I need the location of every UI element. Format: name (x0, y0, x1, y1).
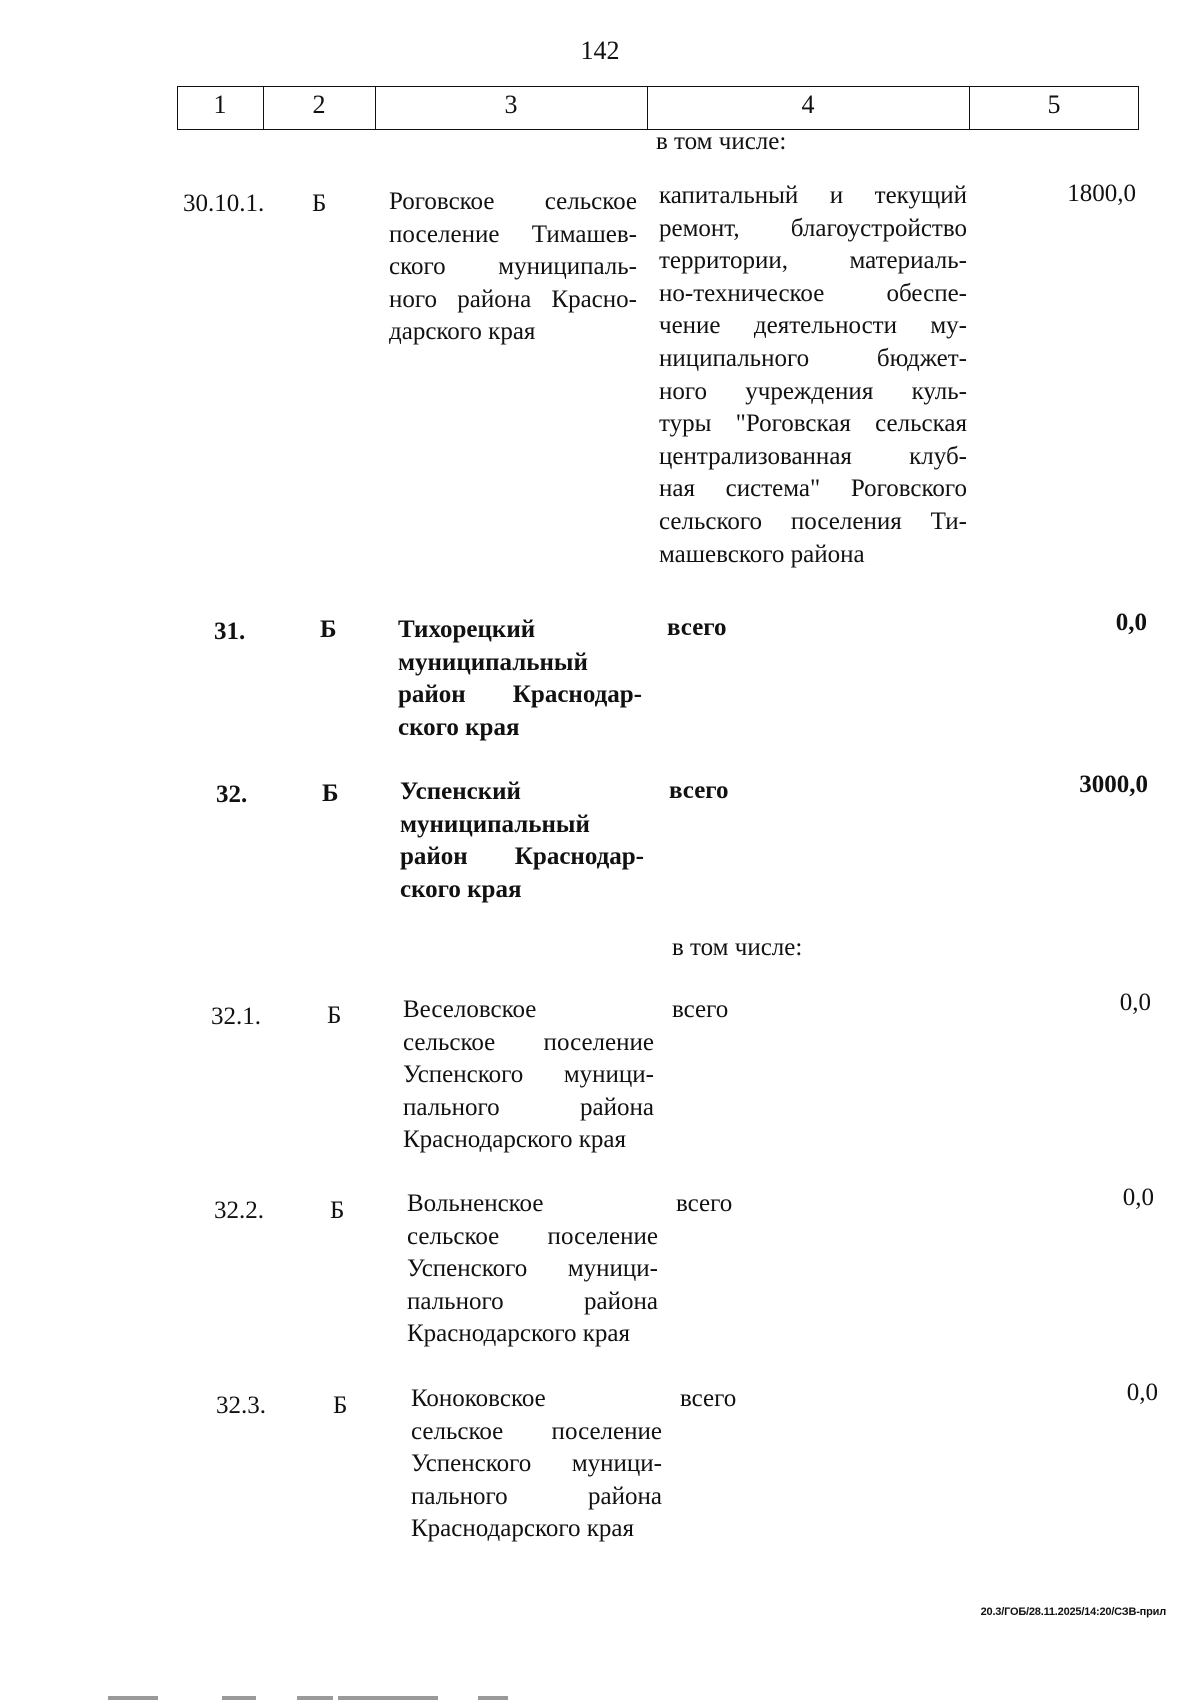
purpose-line: но-техническое обеспе- (659, 279, 967, 307)
header-col-5: 5 (1047, 90, 1061, 119)
header-col-3: 3 (504, 90, 518, 119)
name-line: сельское поселение (403, 1028, 654, 1056)
purpose-line: капитальный и текущий (659, 182, 967, 209)
name-line: Успенского муници- (407, 1255, 658, 1283)
row-category: Б (312, 190, 327, 217)
name-line: ского муниципаль- (389, 253, 637, 281)
including-label: в том числе: (672, 934, 803, 961)
purpose-line: ного учреждения куль- (659, 377, 967, 405)
row-number: 32.2. (214, 1197, 264, 1224)
purpose-line: ремонт, благоустройство (659, 214, 967, 242)
purpose-line: сельского поселения Ти- (659, 507, 967, 535)
name-line: пального района (411, 1482, 662, 1510)
purpose-line: ниципального бюджет- (659, 344, 967, 372)
name-line: Коноковское (411, 1385, 546, 1412)
header-col-2: 2 (312, 90, 326, 119)
row-amount: 3000,0 (1079, 771, 1148, 798)
purpose-line: централизованная клуб- (659, 442, 967, 470)
name-line: Роговское сельское (389, 188, 637, 215)
purpose-line: чение деятельности му- (659, 312, 967, 340)
including-label: в том числе: (656, 128, 787, 155)
scan-artifact (108, 1696, 158, 1700)
row-amount: 1800,0 (1067, 180, 1136, 207)
row-category: Б (320, 616, 337, 643)
scan-artifact (297, 1696, 333, 1700)
row-number: 31. (214, 618, 246, 645)
row-purpose: всего (667, 614, 727, 641)
header-col-4: 4 (801, 90, 815, 119)
name-line: Краснодарского края (403, 1126, 626, 1154)
row-number: 32. (216, 781, 248, 808)
name-line: Успенского муници- (411, 1450, 662, 1478)
name-line: Веселовское (403, 996, 537, 1023)
row-amount: 0,0 (1122, 1184, 1154, 1211)
row-name (400, 776, 644, 906)
row-purpose: всего (669, 777, 729, 804)
row-amount: 0,0 (1115, 609, 1147, 636)
row-amount: 0,0 (1126, 1379, 1158, 1406)
row-purpose: всего (672, 996, 729, 1023)
name-line: пального района (407, 1287, 658, 1315)
row-purpose: всего (680, 1385, 737, 1412)
name-line: ского края (398, 713, 520, 741)
purpose-line: ная система" Роговского (659, 475, 967, 503)
name-line: муниципальный (400, 810, 590, 838)
name-line: сельское поселение (411, 1417, 662, 1445)
row-purpose (659, 180, 967, 571)
name-line: поселение Тимашев- (389, 220, 637, 248)
name-line: Вольненское (407, 1190, 544, 1217)
name-line: пального района (403, 1093, 654, 1121)
name-line: муниципальный (398, 648, 588, 676)
page-number: 142 (580, 36, 620, 65)
scan-artifact (338, 1696, 438, 1700)
name-line: сельское поселение (407, 1222, 658, 1250)
name-line: Краснодарского края (411, 1515, 634, 1543)
row-name (389, 186, 637, 349)
row-name (407, 1188, 658, 1351)
name-line: ского края (400, 875, 522, 903)
scan-artifact (478, 1696, 508, 1700)
row-number: 32.1. (211, 1003, 261, 1030)
row-category: Б (333, 1392, 348, 1419)
name-line: Краснодарского края (407, 1320, 630, 1348)
purpose-line: машевского района (659, 540, 865, 568)
row-amount: 0,0 (1119, 989, 1151, 1016)
name-line: Успенского муници- (403, 1061, 654, 1089)
row-name (411, 1383, 662, 1546)
row-number: 30.10.1. (183, 190, 265, 217)
purpose-line: территории, материаль- (659, 247, 967, 275)
scan-artifact (222, 1696, 256, 1700)
header-col-1: 1 (213, 90, 227, 119)
row-number: 32.3. (216, 1392, 266, 1419)
name-line: дарского края (389, 318, 536, 346)
name-line: Успенский (400, 778, 521, 805)
document-registration-code: 20.3/ГОБ/28.11.2025/14:20/СЗВ-прил (980, 1606, 1166, 1618)
row-purpose: всего (676, 1190, 733, 1217)
name-line: ного района Красно- (389, 285, 637, 313)
row-category: Б (330, 1197, 345, 1224)
row-category: Б (322, 780, 339, 807)
name-line: район Краснодар- (400, 843, 644, 871)
row-name (403, 994, 654, 1157)
name-line: Тихорецкий (398, 616, 536, 643)
row-name (398, 614, 642, 744)
row-category: Б (327, 1002, 342, 1029)
name-line: район Краснодар- (398, 681, 642, 709)
purpose-line: туры "Роговская сельская (659, 410, 967, 438)
